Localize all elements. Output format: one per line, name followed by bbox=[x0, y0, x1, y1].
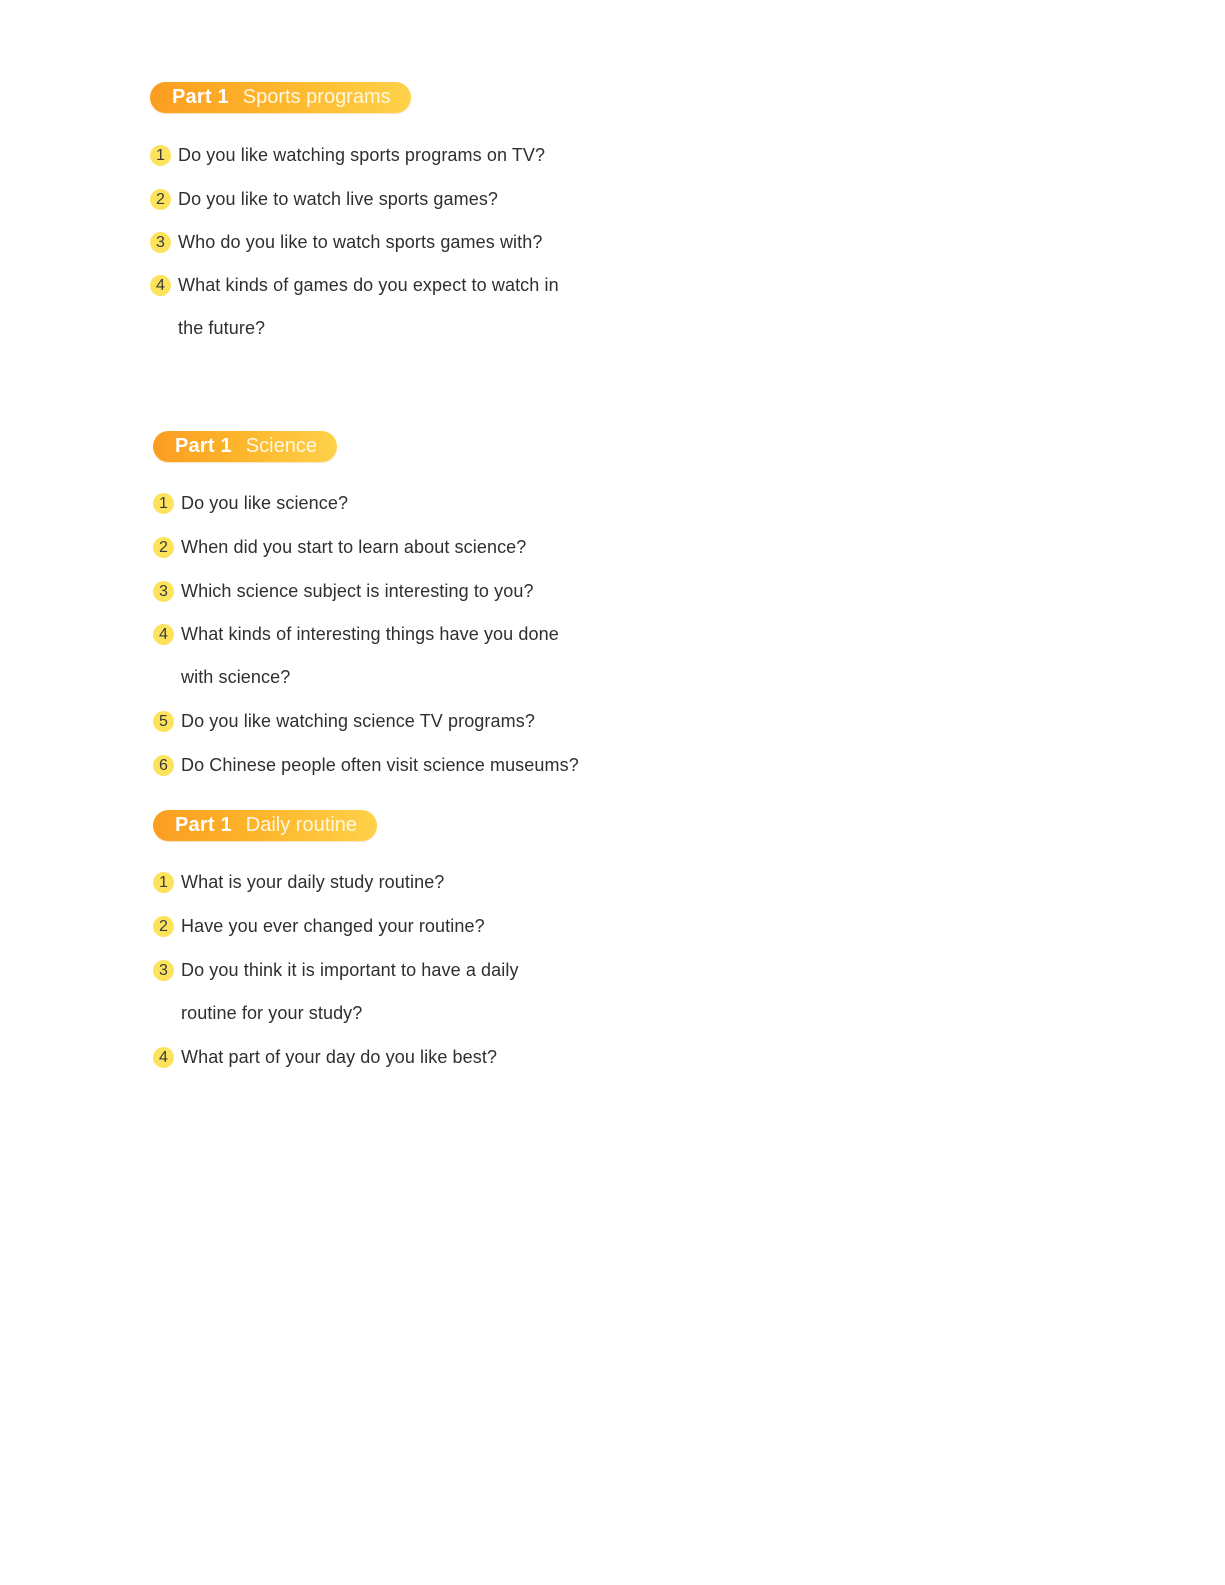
section-sports-programs bbox=[150, 82, 600, 392]
question-text: Have you ever changed your routine? bbox=[181, 916, 485, 936]
question-text: Which science subject is interesting to you? bbox=[181, 581, 534, 601]
question-number-badge: 4 bbox=[153, 1047, 174, 1068]
question-text: What is your daily study routine? bbox=[181, 872, 445, 892]
question-text: Do you like watching sports programs on TV? bbox=[178, 145, 546, 165]
question-text: What kinds of games do you expect to watch in the future? bbox=[178, 275, 559, 338]
question-text: What kinds of interesting things have you done with science? bbox=[181, 624, 559, 687]
topic-label: Science bbox=[245, 435, 317, 457]
part-label: Part 1 bbox=[175, 814, 232, 836]
question-text: Do Chinese people often visit science museums? bbox=[181, 755, 579, 775]
question-number-badge: 2 bbox=[150, 189, 171, 210]
question-number-badge: 6 bbox=[153, 755, 174, 776]
topic-label: Sports programs bbox=[242, 86, 391, 108]
question-number-badge: 4 bbox=[153, 624, 174, 645]
part-label: Part 1 bbox=[175, 435, 232, 457]
question-text: Do you think it is important to have a daily routine for your study? bbox=[181, 960, 519, 1023]
part-label: Part 1 bbox=[172, 86, 229, 108]
question-number-badge: 5 bbox=[153, 711, 174, 732]
section-science bbox=[153, 431, 603, 791]
question-text: Do you like science? bbox=[181, 493, 349, 513]
topic-label: Daily routine bbox=[245, 814, 357, 836]
question-text: When did you start to learn about science? bbox=[181, 537, 527, 557]
question-text: Do you like watching science TV programs? bbox=[181, 711, 535, 731]
question-number-badge: 3 bbox=[153, 581, 174, 602]
question-number-badge: 2 bbox=[153, 537, 174, 558]
section-heading-pill bbox=[153, 431, 337, 462]
question-number-badge: 1 bbox=[153, 493, 174, 514]
section-daily-routine bbox=[153, 810, 603, 1090]
question-number-badge: 4 bbox=[150, 275, 171, 296]
question-text: Who do you like to watch sports games with? bbox=[178, 232, 543, 252]
section-heading-pill bbox=[153, 810, 377, 841]
section-heading-pill bbox=[150, 82, 411, 113]
question-text: What part of your day do you like best? bbox=[181, 1047, 498, 1067]
question-number-badge: 2 bbox=[153, 916, 174, 937]
question-number-badge: 1 bbox=[153, 872, 174, 893]
question-number-badge: 1 bbox=[150, 145, 171, 166]
question-number-badge: 3 bbox=[153, 960, 174, 981]
question-number-badge: 3 bbox=[150, 232, 171, 253]
question-text: Do you like to watch live sports games? bbox=[178, 189, 499, 209]
